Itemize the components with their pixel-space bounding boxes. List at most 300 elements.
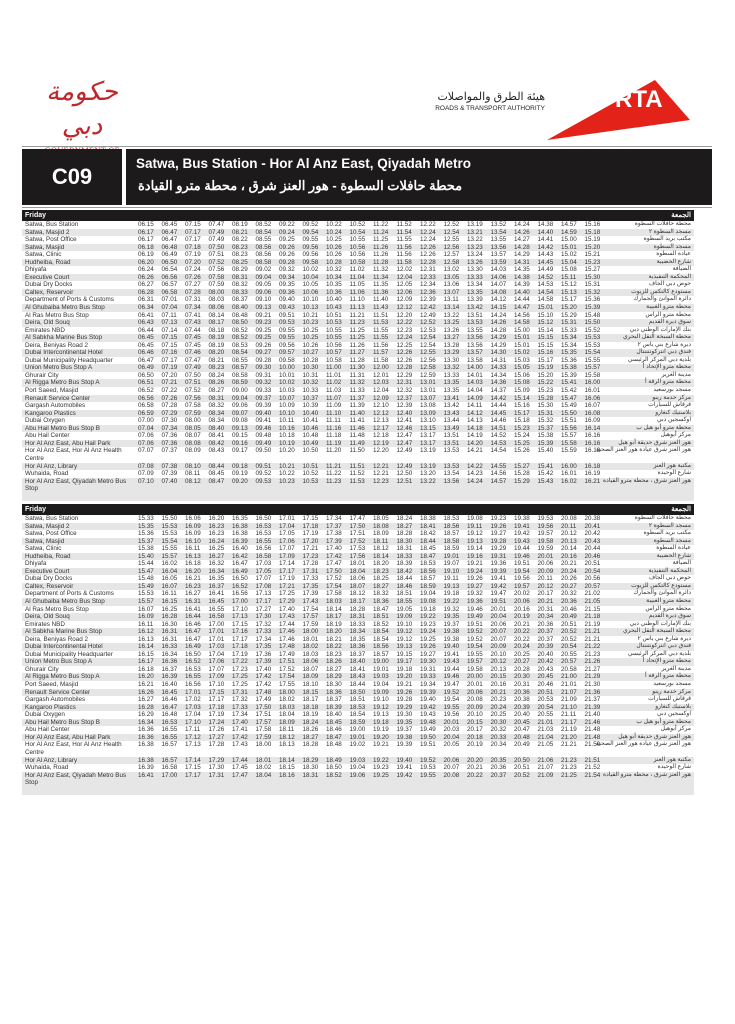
departure-time: 13.41 [443,394,460,402]
stop-name-english: Hor Al Anz East, Abu Hail Park [25,733,111,741]
departure-time: 07.17 [161,356,178,364]
departure-time: 21.07 [537,764,554,772]
departure-time: 09.02 [255,266,272,274]
departure-time: 06.58 [161,288,178,296]
departure-time: 12.56 [443,243,460,251]
departure-time: 20.57 [561,658,577,666]
departure-times [138,621,608,629]
departure-time: 14.43 [537,251,554,259]
departure-time: 16.14 [138,643,154,651]
departure-time: 21.23 [561,756,577,764]
departure-time: 21.27 [584,665,601,673]
table-row [22,658,694,666]
departure-time: 06.41 [138,311,154,319]
departure-time: 09.41 [255,417,272,425]
departure-time: 17.15 [232,620,248,628]
stop-name-arabic: مكتب بريد السطوة [643,530,691,537]
departure-time: 19.26 [467,575,483,583]
departure-time: 18.02 [279,696,295,704]
departure-time: 17.25 [232,681,248,689]
departure-time: 16.18 [138,665,154,673]
departure-time: 21.04 [537,733,554,741]
departure-time: 17.57 [302,613,319,621]
departure-time: 12.58 [443,258,460,266]
departure-time: 19.21 [467,560,483,568]
departure-time: 17.18 [208,703,225,711]
departure-time: 12.05 [396,281,413,289]
departure-time: 13.33 [443,371,460,379]
departure-time: 19.25 [420,635,436,643]
departure-time: 18.42 [420,530,436,538]
stop-name-english: Dubai Intercontinental Hotel [25,349,103,357]
stop-name-arabic: هور العنز شرق عيادة هور العنز الصحية [596,741,691,748]
departure-time: 20.31 [537,605,554,613]
table-row [22,334,694,342]
divider [22,146,712,147]
departure-time: 18.06 [349,575,366,583]
departure-time: 16.36 [138,726,154,734]
departure-time: 21.21 [561,741,577,749]
departure-time: 10.51 [326,311,342,319]
departure-time: 19.04 [373,681,389,689]
departure-time: 13.21 [467,228,483,236]
departure-time: 13.55 [490,236,507,244]
departure-time: 21.21 [584,628,601,636]
departure-time: 15.50 [584,319,601,327]
departure-time: 16.49 [232,567,248,575]
departure-times [138,666,608,674]
departure-time: 12.54 [443,228,460,236]
departure-time: 19.42 [420,703,436,711]
departure-time: 08.23 [232,243,248,251]
stop-name-english: Satwa, Masjid 2 [25,522,70,530]
departure-time: 19.54 [514,567,530,575]
departure-time: 07.28 [161,402,178,410]
departure-time: 08.09 [185,447,201,455]
departure-time: 15.16 [514,402,530,410]
departure-times [138,560,608,568]
departure-time: 20.22 [514,628,530,636]
departure-time: 17.34 [255,635,272,643]
departure-times [138,681,608,689]
departure-time: 11.06 [349,288,365,296]
departure-time: 16.40 [161,681,178,689]
departure-time: 09.50 [255,447,272,455]
departure-time: 06.27 [138,281,154,289]
departure-time: 08.14 [208,311,225,319]
departure-time: 18.48 [326,741,342,749]
departure-time: 12.55 [420,349,436,357]
departure-time: 12.41 [396,417,413,425]
departure-time: 19.41 [490,575,507,583]
departure-time: 18.22 [326,643,342,651]
departure-time: 17.07 [279,545,295,553]
departure-time: 20.30 [490,718,507,726]
departure-times [138,757,608,765]
departure-time: 07.04 [161,304,178,312]
departure-time: 15.37 [138,537,154,545]
departure-time: 09.57 [279,349,295,357]
departure-time: 20.57 [584,582,601,590]
departure-time: 17.49 [279,650,295,658]
departure-time: 19.23 [420,620,436,628]
table-row [22,598,694,606]
departure-time: 17.58 [326,590,342,598]
departure-time: 17.19 [279,575,295,583]
departure-time: 18.03 [279,703,295,711]
departure-time: 19.47 [443,681,460,689]
table-row [22,621,694,629]
departure-time: 09.15 [232,432,248,440]
departure-time: 12.22 [420,221,436,228]
departure-time: 10.21 [279,462,295,470]
departure-time: 17.14 [185,756,201,764]
departure-time: 17.37 [326,522,342,530]
departure-time: 15.32 [537,417,554,425]
departure-time: 19.17 [396,658,413,666]
departure-time: 14.58 [537,296,554,304]
departure-time: 18.04 [279,711,295,719]
departure-time: 18.21 [326,635,342,643]
departure-time: 19.49 [467,613,483,621]
departure-time: 20.55 [537,711,554,719]
departure-time: 19.01 [349,733,366,741]
departure-time: 18.57 [443,530,460,538]
departure-time: 17.03 [208,643,225,651]
departure-time: 12.29 [396,371,413,379]
departure-time: 14.37 [490,387,507,395]
departure-time: 18.39 [326,703,342,711]
stop-name-english: Al Ghubaiba Metro Bus Stop [25,598,105,606]
departure-time: 06.47 [161,236,178,244]
departure-time: 18.04 [255,771,272,779]
table-row [22,417,694,425]
departure-time: 10.09 [279,402,295,410]
departure-time: 19.43 [514,537,530,545]
departure-time: 15.23 [537,387,554,395]
departure-time: 20.19 [514,613,530,621]
departure-time: 21.26 [584,658,601,666]
departure-time: 16.33 [161,643,178,651]
departure-time: 20.17 [537,590,554,598]
departure-time: 19.08 [420,598,436,606]
stop-name-arabic: مكتب بريد السطوة [643,236,691,243]
stop-name-english: Dhiyafa [25,266,47,274]
departure-time: 20.41 [584,522,601,530]
departure-time: 19.12 [396,635,413,643]
departure-time: 15.37 [537,424,554,432]
departure-time: 09.53 [279,319,295,327]
departure-time: 17.18 [232,643,248,651]
departure-time: 15.15 [537,334,554,342]
departure-time: 17.48 [255,688,272,696]
departure-time: 15.38 [138,545,154,553]
departure-time: 10.07 [279,394,295,402]
departure-time: 20.51 [514,764,530,772]
departure-time: 16.12 [138,628,154,636]
departure-time: 17.54 [326,582,342,590]
stop-name-english: Abu Hail Metro Bus Stop B [25,424,100,432]
departure-time: 08.05 [185,424,201,432]
departure-time: 07.39 [161,470,178,478]
departure-time: 06.52 [138,387,154,395]
departure-time: 20.38 [584,515,601,522]
stop-name-arabic: حوض دبي الجاف [648,575,691,582]
departure-time: 17.42 [255,681,272,689]
departure-time: 19.05 [396,605,413,613]
departure-time: 18.36 [326,688,342,696]
departure-time: 16.07 [161,582,178,590]
departure-time: 11.02 [326,379,342,387]
table-row [22,538,694,546]
departure-time: 10.55 [326,326,342,334]
table-row [22,523,694,531]
departure-time: 17.09 [208,673,225,681]
departure-time: 16.24 [208,537,225,545]
departure-time: 17.07 [208,665,225,673]
departure-time: 17.11 [185,726,201,734]
departure-time: 11.28 [349,356,365,364]
departure-time: 20.17 [467,726,483,734]
departure-time: 18.02 [255,764,272,772]
departure-time: 21.39 [584,703,601,711]
departure-time: 18.14 [279,756,295,764]
table-row [22,583,694,591]
departure-time: 11.18 [326,432,342,440]
departure-time: 14.00 [467,364,483,372]
stop-name-arabic: بلاستيك كنغارو [655,409,691,416]
table-row [22,296,694,304]
departure-time: 13.33 [467,273,483,281]
departure-time: 14.38 [537,221,554,228]
departure-time: 12.47 [396,439,413,447]
departure-time: 18.52 [373,620,389,628]
departure-time: 15.34 [561,341,577,349]
departure-time: 12.26 [396,356,413,364]
departure-time: 18.43 [349,673,366,681]
stop-name-english: Caltex, Reservoir [25,582,74,590]
departure-time: 18.09 [302,673,319,681]
departure-time: 18.54 [373,635,389,643]
departure-time: 15.51 [561,417,577,425]
departure-time: 12.21 [373,470,389,478]
departure-times [138,606,608,614]
departure-time: 20.02 [514,590,530,598]
departure-time: 14.51 [490,424,507,432]
departure-time: 19.48 [420,718,436,726]
departure-time: 18.47 [326,733,342,741]
departure-times [138,281,608,289]
departure-time: 21.01 [561,681,577,689]
departure-time: 18.04 [349,567,366,575]
departure-time: 15.12 [537,319,554,327]
departure-time: 16.42 [232,552,248,560]
departure-time: 12.39 [396,402,413,410]
departure-time: 18.33 [396,552,413,560]
departure-time: 19.37 [396,726,413,734]
departure-time: 12.28 [420,258,436,266]
departure-time: 17.29 [279,598,295,606]
departure-time: 11.23 [349,319,365,327]
departure-time: 21.15 [584,605,601,613]
departure-time: 16.46 [185,620,201,628]
departure-time: 12.54 [420,334,436,342]
departure-time: 16.09 [138,613,154,621]
departure-time: 13.26 [467,258,483,266]
departure-time: 20.28 [514,665,530,673]
departure-time: 10.23 [302,319,319,327]
departure-time: 19.26 [420,643,436,651]
stop-name-arabic: المحكمة التنفيذية [648,567,691,574]
departure-time: 07.59 [185,409,201,417]
departure-time: 19.39 [490,567,507,575]
departure-time: 08.24 [208,371,225,379]
departure-time: 08.43 [208,447,225,455]
departure-time: 19.25 [373,771,389,779]
departure-time: 13.56 [443,477,460,485]
departure-times [138,719,608,727]
departure-time: 20.48 [514,733,530,741]
departure-time: 20.08 [467,696,483,704]
departure-time: 18.19 [326,620,342,628]
departure-time: 11.13 [349,304,365,312]
departure-time: 20.01 [467,681,483,689]
departure-time: 09.08 [232,417,248,425]
departure-time: 19.03 [349,756,366,764]
departure-time: 15.57 [584,364,601,372]
departure-time: 19.57 [467,658,483,666]
departure-time: 16.47 [161,703,178,711]
departure-time: 10.35 [326,281,342,289]
departure-time: 19.58 [537,537,554,545]
rta-name [385,90,545,112]
departure-time: 20.53 [537,696,554,704]
departure-time: 15.20 [561,304,577,312]
departure-time: 19.43 [420,711,436,719]
timetable-body [22,515,694,787]
departure-time: 18.01 [302,635,319,643]
table-row [22,643,694,651]
departure-time: 15.15 [537,341,554,349]
departure-time: 11.46 [349,424,365,432]
departure-time: 11.01 [326,371,342,379]
departure-times [138,741,608,749]
departure-time: 11.21 [326,462,342,470]
departure-time: 20.33 [490,733,507,741]
departure-time: 19.13 [373,711,389,719]
departure-time: 14.03 [467,379,483,387]
departure-time: 15.31 [537,409,554,417]
departure-time: 15.18 [584,228,601,236]
departure-time: 09.34 [279,273,295,281]
stop-name-arabic: هور العنز شرق عيادة هور العنز الصحية [596,447,691,454]
departure-time: 20.52 [514,771,530,779]
departure-time: 15.53 [584,341,601,349]
departure-time: 15.17 [537,356,554,364]
departure-times [138,463,608,471]
departure-time: 07.52 [208,258,225,266]
departure-time: 19.35 [396,718,413,726]
departure-times [138,651,608,659]
departure-time: 17.52 [349,537,366,545]
departure-time: 17.54 [279,673,295,681]
departure-time: 15.38 [537,432,554,440]
departure-time: 17.18 [302,522,319,530]
departure-time: 07.16 [161,349,178,357]
departure-time: 18.17 [349,598,366,606]
departure-time: 16.39 [161,673,178,681]
departure-time: 12.01 [373,371,389,379]
departure-time: 07.37 [161,447,178,455]
departure-time: 16.56 [232,590,248,598]
departure-time: 19.19 [373,726,389,734]
departure-time: 11.09 [326,402,342,410]
stop-name-english: Satwa, Post Office [25,236,77,244]
departure-time: 08.52 [255,221,272,228]
table-row [22,379,694,387]
departure-time: 20.31 [514,681,530,689]
departure-time: 07.56 [208,266,225,274]
departure-time: 20.36 [490,764,507,772]
departure-time: 20.54 [584,567,601,575]
departure-time: 20.30 [514,673,530,681]
departure-time: 16.50 [185,650,201,658]
route-title-band [22,149,712,205]
departure-time: 08.27 [208,387,225,395]
departure-time: 18.12 [373,545,389,553]
departure-time: 16.56 [185,681,201,689]
departure-time: 14.12 [490,296,507,304]
departure-time: 15.36 [561,356,577,364]
departure-time: 08.56 [255,243,272,251]
departure-time: 13.01 [420,387,436,395]
departure-time: 11.19 [326,439,342,447]
departure-time: 16.34 [138,718,154,726]
departure-time: 19.54 [443,696,460,704]
departure-time: 13.26 [443,326,460,334]
stop-name-arabic: دائرة الموانئ والجمارك [633,590,691,597]
departure-time: 06.50 [161,258,178,266]
table-row [22,440,694,448]
departure-time: 07.58 [208,273,225,281]
departure-time: 11.05 [349,281,365,289]
departure-time: 18.26 [326,658,342,666]
departure-time: 21.48 [584,726,601,734]
departure-time: 18.31 [302,771,319,779]
departure-time: 15.22 [537,379,554,387]
departure-time: 16.15 [138,650,154,658]
departure-time: 17.38 [326,530,342,538]
departure-time: 07.52 [185,387,201,395]
departure-time: 19.29 [396,703,413,711]
departure-time: 16.17 [138,658,154,666]
departure-time: 14.38 [514,273,530,281]
stop-name-english: Deira, Beniyas Road 2 [25,635,89,643]
departure-time: 15.11 [561,273,577,281]
departure-time: 19.27 [420,650,436,658]
table-row [22,545,694,553]
departure-time: 16.49 [185,643,201,651]
departure-time: 19.22 [420,613,436,621]
departure-time: 13.49 [443,424,460,432]
departure-time: 16.47 [232,560,248,568]
departure-time: 09.16 [232,439,248,447]
departure-time: 16.56 [255,545,272,553]
departure-time: 19.26 [490,522,507,530]
departure-time: 18.27 [326,665,342,673]
departure-time: 09.25 [279,236,295,244]
departure-times [138,696,608,704]
